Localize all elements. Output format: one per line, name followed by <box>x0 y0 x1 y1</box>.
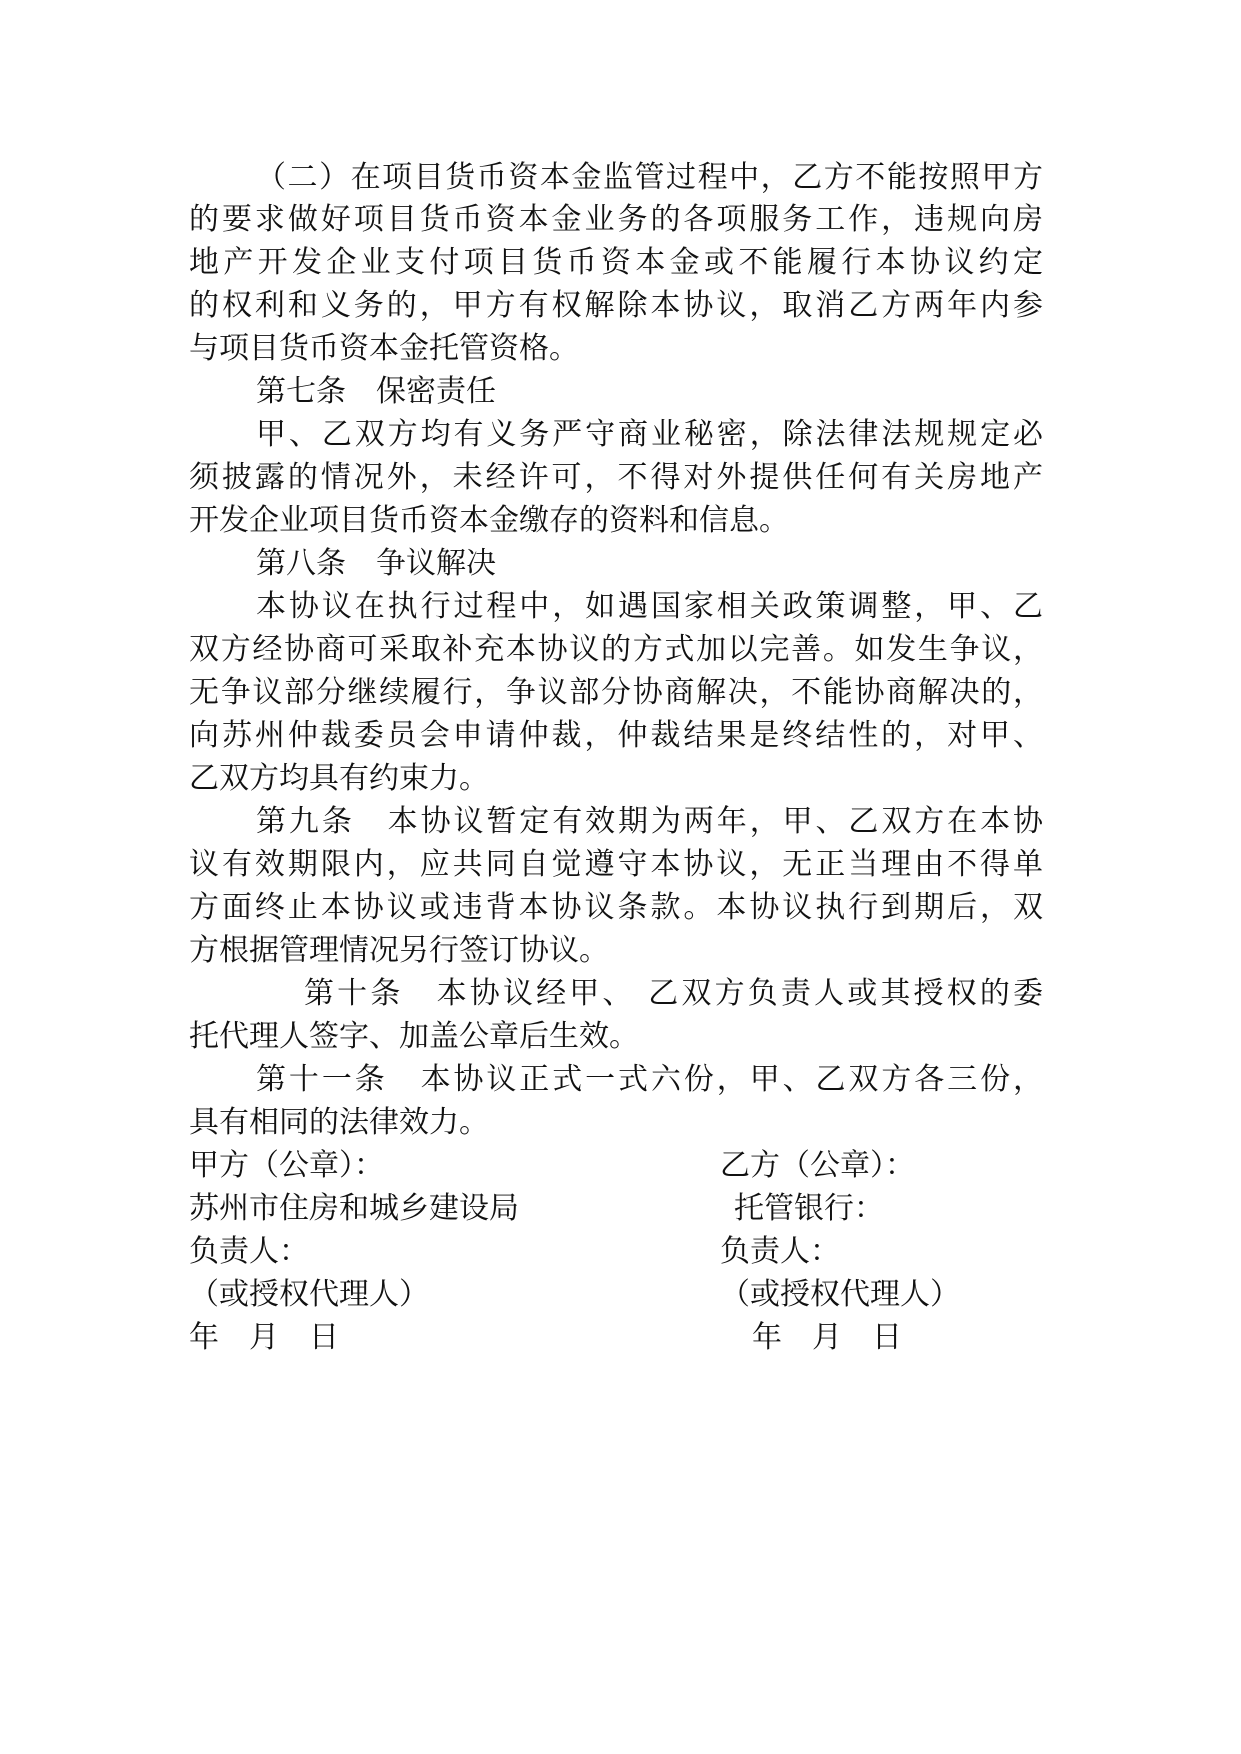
article-9-line-4: 方根据管理情况另行签订协议。 <box>189 933 609 968</box>
article-10-line-1: 第十条 本协议经甲、 乙双方负责人或其授权的委 <box>304 976 1043 1011</box>
article-8-line-4: 向苏州仲裁委员会申请仲裁，仲裁结果是终结性的，对甲、 <box>189 718 1043 753</box>
article-7-line-3: 开发企业项目货币资本金缴存的资料和信息。 <box>189 503 789 538</box>
article-9-line-1: 第九条 本协议暂定有效期为两年，甲、乙双方在本协 <box>256 804 1043 839</box>
article-8-line-3: 无争议部分继续履行，争议部分协商解决，不能协商解决的， <box>189 675 1043 710</box>
article-9-line-3: 方面终止本协议或违背本协议条款。本协议执行到期后，双 <box>189 890 1043 925</box>
article-8-line-5: 乙双方均具有约束力。 <box>189 761 489 796</box>
article-9-line-2: 议有效期限内，应共同自觉遵守本协议，无正当理由不得单 <box>189 847 1043 882</box>
party-b-principal: 负责人： <box>720 1234 840 1269</box>
party-b-name: 托管银行： <box>734 1191 884 1226</box>
article-10-line-2: 托代理人签字、加盖公章后生效。 <box>189 1019 639 1054</box>
clause-6-2-line-1: （二）在项目货币资本金监管过程中，乙方不能按照甲方 <box>256 160 1043 195</box>
party-b-date: 年 月 日 <box>752 1320 902 1355</box>
party-a-seal: 甲方（公章）： <box>189 1148 384 1183</box>
article-8-line-1: 本协议在执行过程中，如遇国家相关政策调整，甲、乙 <box>256 589 1043 624</box>
article-7-heading: 第七条 保密责任 <box>256 374 496 409</box>
party-a-date: 年 月 日 <box>189 1320 339 1355</box>
clause-6-2-line-2: 的要求做好项目货币资本金业务的各项服务工作，违规向房 <box>189 202 1043 237</box>
article-11-line-1: 第十一条 本协议正式一式六份，甲、乙双方各三份， <box>256 1062 1043 1097</box>
clause-6-2-line-4: 的权利和义务的，甲方有权解除本协议，取消乙方两年内参 <box>189 288 1043 323</box>
party-b-seal: 乙方（公章）： <box>720 1148 915 1183</box>
article-8-line-2: 双方经协商可采取补充本协议的方式加以完善。如发生争议， <box>189 632 1043 667</box>
party-a-agent: （或授权代理人） <box>189 1277 429 1312</box>
party-b-agent: （或授权代理人） <box>720 1277 960 1312</box>
party-a-principal: 负责人： <box>189 1234 309 1269</box>
clause-6-2-line-3: 地产开发企业支付项目货币资本金或不能履行本协议约定 <box>189 245 1043 280</box>
party-a-name: 苏州市住房和城乡建设局 <box>189 1191 519 1226</box>
article-11-line-2: 具有相同的法律效力。 <box>189 1105 489 1140</box>
article-7-line-2: 须披露的情况外，未经许可，不得对外提供任何有关房地产 <box>189 460 1043 495</box>
article-7-line-1: 甲、乙双方均有义务严守商业秘密，除法律法规规定必 <box>256 417 1043 452</box>
clause-6-2-line-5: 与项目货币资本金托管资格。 <box>189 331 579 366</box>
article-8-heading: 第八条 争议解决 <box>256 546 496 581</box>
